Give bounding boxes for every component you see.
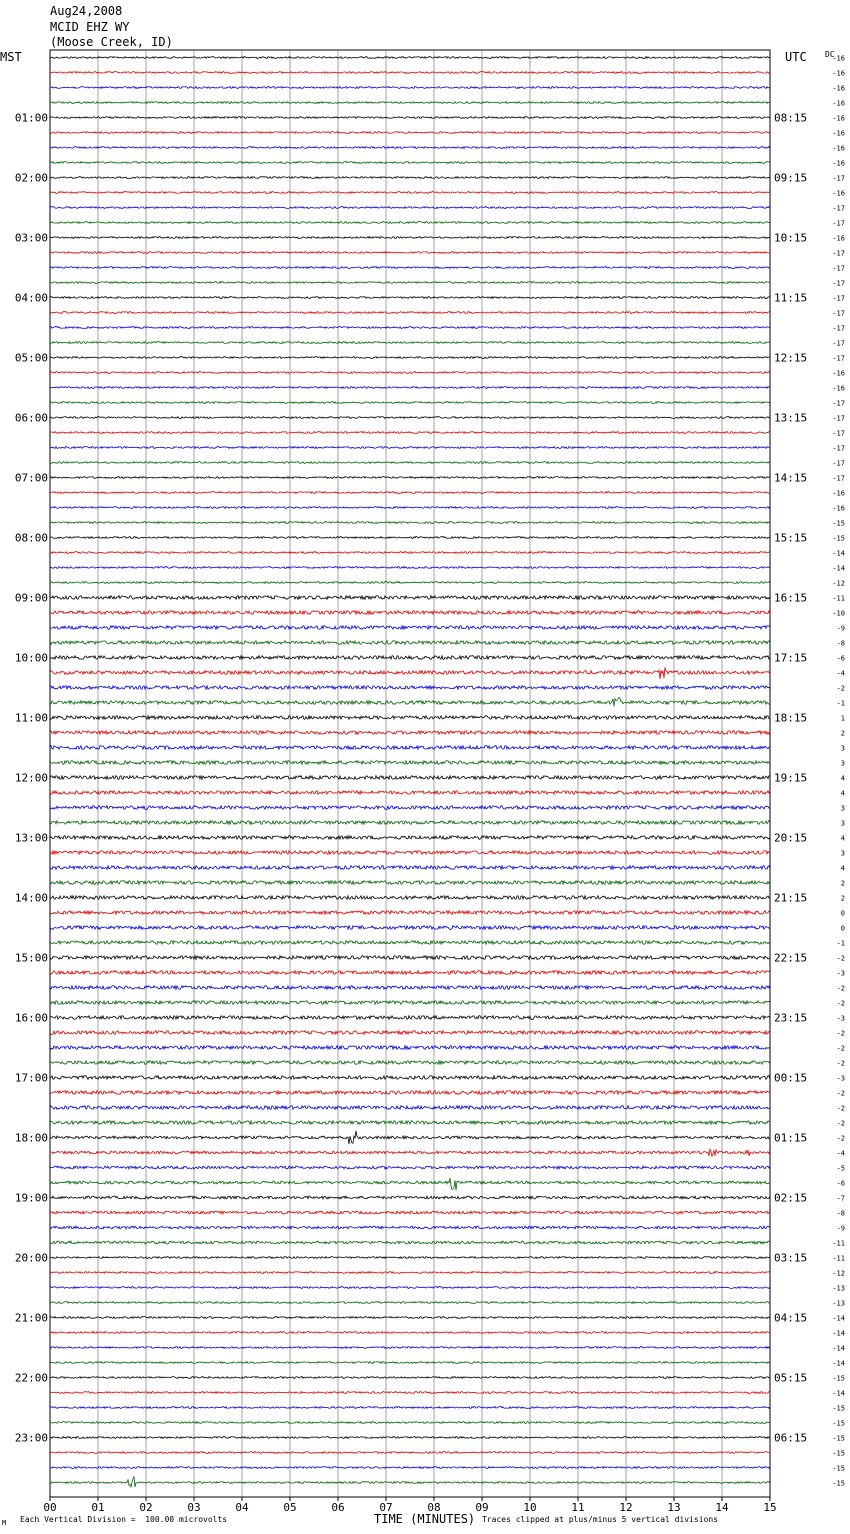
- trace-line: [50, 1061, 770, 1065]
- scale-note: Each Vertical Division = 100.00 microvolts: [20, 1515, 228, 1524]
- trace-line: [50, 866, 770, 870]
- dc-offset-label: -16: [832, 54, 845, 63]
- mst-hour-label: 16:00: [14, 1011, 48, 1025]
- dc-offset-label: 3: [840, 759, 845, 768]
- trace-line: [50, 342, 770, 344]
- trace-line: [50, 282, 770, 284]
- dc-offset-label: -15: [832, 1374, 845, 1383]
- trace-line: [50, 102, 770, 104]
- mst-hour-label: 10:00: [14, 651, 48, 665]
- trace-line: [50, 222, 770, 224]
- dc-offset-label: -17: [832, 309, 845, 318]
- trace-line: [50, 596, 770, 600]
- x-tick-label: 13: [667, 1501, 681, 1514]
- mst-hour-label: 13:00: [14, 831, 48, 845]
- dc-offset-label: -6: [836, 654, 845, 663]
- header-station: MCID EHZ WY: [50, 20, 130, 34]
- trace-line: [50, 1121, 770, 1125]
- utc-hour-label: 03:15: [774, 1251, 808, 1265]
- trace-line: [50, 1166, 770, 1169]
- dc-offset-label: 3: [840, 804, 845, 813]
- trace-line: [50, 492, 770, 494]
- x-tick-label: 00: [43, 1501, 57, 1514]
- trace-line: [50, 956, 770, 960]
- dc-offset-label: -13: [832, 1299, 845, 1308]
- dc-offset-label: 2: [840, 879, 845, 888]
- trace-line: [50, 641, 770, 645]
- dc-offset-label: 4: [840, 774, 845, 783]
- trace-line: [50, 1317, 770, 1319]
- trace-line: [50, 147, 770, 149]
- trace-line: [50, 207, 770, 209]
- dc-offset-label: -16: [832, 99, 845, 108]
- utc-hour-label: 16:15: [774, 591, 808, 605]
- x-tick-label: 06: [331, 1501, 345, 1514]
- mst-hour-label: 07:00: [14, 471, 48, 485]
- dc-offset-label: -10: [832, 609, 845, 618]
- x-tick-label: 02: [139, 1501, 153, 1514]
- dc-offset-label: -15: [832, 1449, 845, 1458]
- dc-offset-label: -2: [836, 1104, 845, 1113]
- mst-hour-label: 15:00: [14, 951, 48, 965]
- utc-hour-label: 17:15: [774, 651, 808, 665]
- trace-line: [50, 667, 770, 679]
- trace-line: [50, 731, 770, 735]
- trace-line: [50, 417, 770, 419]
- dc-offset-label: -15: [832, 534, 845, 543]
- dc-offset-label: -15: [832, 519, 845, 528]
- trace-line: [50, 237, 770, 239]
- dc-offset-label: 0: [840, 924, 845, 933]
- trace-line: [50, 1477, 770, 1487]
- trace-line: [50, 432, 770, 434]
- trace-line: [50, 836, 770, 840]
- dc-offset-label: -16: [832, 69, 845, 78]
- dc-offset-label: -17: [832, 249, 845, 258]
- x-tick-label: 04: [235, 1501, 249, 1514]
- dc-offset-label: -17: [832, 399, 845, 408]
- mst-hour-label: 22:00: [14, 1371, 48, 1385]
- dc-offset-label: 1: [840, 714, 845, 723]
- mst-hour-label: 18:00: [14, 1131, 48, 1145]
- trace-line: [50, 611, 770, 615]
- trace-line: [50, 1287, 770, 1289]
- dc-offset-label: -16: [832, 384, 845, 393]
- mst-hour-label: 14:00: [14, 891, 48, 905]
- utc-hour-label: 10:15: [774, 231, 808, 245]
- utc-hour-label: 01:15: [774, 1131, 808, 1145]
- trace-line: [50, 941, 770, 945]
- dc-offset-label: 4: [840, 834, 845, 843]
- trace-line: [50, 1149, 770, 1156]
- trace-line: [50, 462, 770, 464]
- mst-hour-label: 09:00: [14, 591, 48, 605]
- x-tick-label: 15: [763, 1501, 777, 1514]
- dc-offset-label: 3: [840, 849, 845, 858]
- utc-hour-label: 22:15: [774, 951, 808, 965]
- dc-offset-label: -17: [832, 459, 845, 468]
- trace-line: [50, 582, 770, 584]
- trace-line: [50, 791, 770, 795]
- dc-offset-label: -14: [832, 564, 845, 573]
- dc-offset-label: -14: [832, 1344, 845, 1353]
- trace-line: [50, 1016, 770, 1020]
- trace-line: [50, 552, 770, 554]
- utc-hour-label: 20:15: [774, 831, 808, 845]
- trace-line: [50, 522, 770, 524]
- clip-note: Traces clipped at plus/minus 5 vertical divisions: [482, 1515, 719, 1524]
- dc-offset-label: -16: [832, 114, 845, 123]
- trace-line: [50, 1106, 770, 1110]
- mst-hour-label: 23:00: [14, 1431, 48, 1445]
- dc-offset-label: -16: [832, 489, 845, 498]
- dc-offset-label: -4: [836, 669, 845, 678]
- dc-offset-label: 0: [840, 909, 845, 918]
- trace-line: [50, 567, 770, 569]
- trace-line: [50, 402, 770, 404]
- mst-hour-label: 11:00: [14, 711, 48, 725]
- dc-offset-label: -15: [832, 1479, 845, 1488]
- trace-line: [50, 1362, 770, 1364]
- dc-offset-label: -2: [836, 999, 845, 1008]
- trace-line: [50, 1422, 770, 1424]
- dc-offset-label: -1: [836, 939, 845, 948]
- utc-hour-label: 19:15: [774, 771, 808, 785]
- trace-line: [50, 387, 770, 389]
- trace-line: [50, 851, 770, 855]
- dc-offset-label: -2: [836, 1044, 845, 1053]
- dc-offset-label: -2: [836, 954, 845, 963]
- dc-offset-label: -15: [832, 1404, 845, 1413]
- utc-hour-label: 21:15: [774, 891, 808, 905]
- trace-line: [50, 1178, 770, 1190]
- dc-offset-label: 3: [840, 744, 845, 753]
- trace-line: [50, 267, 770, 269]
- x-tick-label: 11: [571, 1501, 585, 1514]
- mst-hour-label: 08:00: [14, 531, 48, 545]
- trace-line: [50, 297, 770, 299]
- dc-offset-label: -2: [836, 684, 845, 693]
- trace-line: [50, 72, 770, 74]
- dc-offset-label: 2: [840, 729, 845, 738]
- dc-offset-label: -16: [832, 84, 845, 93]
- dc-offset-label: -16: [832, 144, 845, 153]
- dc-offset-label: -2: [836, 1089, 845, 1098]
- trace-line: [50, 87, 770, 89]
- dc-offset-label: -13: [832, 1284, 845, 1293]
- trace-line: [50, 1302, 770, 1304]
- dc-offset-label: -11: [832, 594, 845, 603]
- trace-line: [50, 1001, 770, 1005]
- dc-offset-label: -17: [832, 414, 845, 423]
- dc-offset-label: -11: [832, 1239, 845, 1248]
- mst-hour-label: 04:00: [14, 291, 48, 305]
- dc-offset-label: -8: [836, 639, 845, 648]
- trace-line: [50, 1437, 770, 1439]
- dc-offset-label: -14: [832, 1359, 845, 1368]
- trace-line: [50, 1452, 770, 1454]
- utc-hour-label: 00:15: [774, 1071, 808, 1085]
- trace-line: [50, 971, 770, 975]
- x-tick-label: 12: [619, 1501, 633, 1514]
- mst-hour-label: 20:00: [14, 1251, 48, 1265]
- right-axis-title: UTC: [785, 50, 807, 64]
- dc-offset-label: -16: [832, 129, 845, 138]
- dc-offset-label: -3: [836, 1074, 845, 1083]
- trace-line: [50, 132, 770, 134]
- x-tick-label: 07: [379, 1501, 393, 1514]
- dc-offset-label: -3: [836, 969, 845, 978]
- trace-line: [50, 1272, 770, 1274]
- dc-offset-label: -2: [836, 1134, 845, 1143]
- trace-line: [50, 1467, 770, 1469]
- trace-line: [50, 477, 770, 479]
- trace-line: [50, 327, 770, 329]
- dc-offset-label: -2: [836, 1029, 845, 1038]
- dc-offset-label: -16: [832, 234, 845, 243]
- mst-hour-label: 12:00: [14, 771, 48, 785]
- dc-offset-label: -17: [832, 294, 845, 303]
- trace-line: [50, 896, 770, 900]
- trace-line: [50, 177, 770, 179]
- dc-offset-label: -9: [836, 1224, 845, 1233]
- utc-hour-label: 14:15: [774, 471, 808, 485]
- dc-offset-label: -17: [832, 474, 845, 483]
- trace-line: [50, 1131, 770, 1144]
- x-axis-title: TIME (MINUTES): [374, 1512, 476, 1526]
- utc-hour-label: 18:15: [774, 711, 808, 725]
- trace-line: [50, 821, 770, 825]
- trace-line: [50, 986, 770, 990]
- trace-line: [50, 656, 770, 660]
- utc-hour-label: 09:15: [774, 171, 808, 185]
- utc-hour-label: 11:15: [774, 291, 808, 305]
- trace-line: [50, 716, 770, 720]
- trace-line: [50, 911, 770, 915]
- dc-offset-label: 3: [840, 819, 845, 828]
- dc-offset-label: -15: [832, 1419, 845, 1428]
- x-tick-label: 10: [523, 1501, 537, 1514]
- trace-line: [50, 357, 770, 359]
- dc-offset-label: -2: [836, 1119, 845, 1128]
- trace-line: [50, 806, 770, 810]
- dc-offset-label: -17: [832, 174, 845, 183]
- dc-offset-label: -6: [836, 1179, 845, 1188]
- trace-line: [50, 1046, 770, 1050]
- dc-offset-label: -1: [836, 699, 845, 708]
- trace-line: [50, 252, 770, 254]
- trace-line: [50, 1347, 770, 1349]
- dc-offset-label: -16: [832, 189, 845, 198]
- dc-offset-label: -9: [836, 624, 845, 633]
- trace-line: [50, 192, 770, 194]
- mst-hour-label: 03:00: [14, 231, 48, 245]
- dc-offset-label: -17: [832, 444, 845, 453]
- dc-offset-label: -14: [832, 1389, 845, 1398]
- trace-line: [50, 1241, 770, 1244]
- trace-line: [50, 1196, 770, 1199]
- trace-line: [50, 117, 770, 119]
- trace-line: [50, 926, 770, 930]
- trace-line: [50, 1377, 770, 1379]
- trace-line: [50, 1257, 770, 1259]
- trace-line: [50, 162, 770, 164]
- dc-title: DC: [825, 50, 835, 59]
- utc-hour-label: 23:15: [774, 1011, 808, 1025]
- mst-hour-label: 17:00: [14, 1071, 48, 1085]
- trace-line: [50, 312, 770, 314]
- trace-line: [50, 447, 770, 449]
- dc-offset-label: -14: [832, 1329, 845, 1338]
- utc-hour-label: 13:15: [774, 411, 808, 425]
- dc-offset-label: -3: [836, 1014, 845, 1023]
- dc-offset-label: -11: [832, 1254, 845, 1263]
- trace-line: [50, 372, 770, 374]
- mst-hour-label: 01:00: [14, 111, 48, 125]
- trace-line: [50, 1031, 770, 1035]
- mst-hour-label: 21:00: [14, 1311, 48, 1325]
- trace-line: [50, 686, 770, 690]
- dc-offset-label: -15: [832, 1434, 845, 1443]
- utc-hour-label: 06:15: [774, 1431, 808, 1445]
- trace-line: [50, 697, 770, 706]
- dc-offset-label: -16: [832, 504, 845, 513]
- trace-line: [50, 761, 770, 765]
- mst-hour-label: 19:00: [14, 1191, 48, 1205]
- dc-offset-label: -16: [832, 369, 845, 378]
- dc-offset-label: -17: [832, 204, 845, 213]
- dc-offset-label: -14: [832, 549, 845, 558]
- utc-hour-label: 04:15: [774, 1311, 808, 1325]
- trace-line: [50, 881, 770, 885]
- x-tick-label: 05: [283, 1501, 297, 1514]
- trace-line: [50, 507, 770, 509]
- utc-hour-label: 02:15: [774, 1191, 808, 1205]
- trace-line: [50, 1332, 770, 1334]
- trace-line: [50, 537, 770, 539]
- dc-offset-label: -12: [832, 1269, 845, 1278]
- trace-line: [50, 1091, 770, 1095]
- utc-hour-label: 12:15: [774, 351, 808, 365]
- dc-offset-label: -17: [832, 219, 845, 228]
- dc-offset-label: -2: [836, 984, 845, 993]
- utc-hour-label: 05:15: [774, 1371, 808, 1385]
- mst-hour-label: 06:00: [14, 411, 48, 425]
- x-tick-label: 08: [427, 1501, 441, 1514]
- trace-line: [50, 626, 770, 630]
- dc-offset-label: 2: [840, 894, 845, 903]
- dc-offset-label: -5: [836, 1164, 845, 1173]
- utc-hour-label: 15:15: [774, 531, 808, 545]
- trace-line: [50, 1211, 770, 1214]
- dc-offset-label: -7: [836, 1194, 845, 1203]
- trace-line: [50, 1076, 770, 1080]
- dc-offset-label: -17: [832, 279, 845, 288]
- corner-mark: M: [2, 1519, 7, 1527]
- dc-offset-label: 4: [840, 789, 845, 798]
- dc-offset-label: -16: [832, 159, 845, 168]
- dc-offset-label: -4: [836, 1149, 845, 1158]
- dc-offset-label: -12: [832, 579, 845, 588]
- mst-hour-label: 05:00: [14, 351, 48, 365]
- trace-line: [50, 1392, 770, 1394]
- header-date: Aug24,2008: [50, 4, 123, 18]
- dc-offset-label: -8: [836, 1209, 845, 1218]
- dc-offset-label: -15: [832, 1464, 845, 1473]
- dc-offset-label: 4: [840, 864, 845, 873]
- dc-offset-label: -17: [832, 354, 845, 363]
- trace-line: [50, 1407, 770, 1409]
- trace-line: [50, 776, 770, 780]
- dc-offset-label: -17: [832, 429, 845, 438]
- utc-hour-label: 08:15: [774, 111, 808, 125]
- trace-line: [50, 746, 770, 750]
- dc-offset-label: -17: [832, 264, 845, 273]
- left-axis-title: MST: [0, 50, 22, 64]
- mst-hour-label: 02:00: [14, 171, 48, 185]
- dc-offset-label: -17: [832, 324, 845, 333]
- trace-line: [50, 57, 770, 59]
- x-tick-label: 14: [715, 1501, 729, 1514]
- dc-offset-label: -2: [836, 1059, 845, 1068]
- trace-line: [50, 1226, 770, 1229]
- x-tick-label: 03: [187, 1501, 201, 1514]
- x-tick-label: 09: [475, 1501, 489, 1514]
- header-location: (Moose Creek, ID): [50, 35, 173, 49]
- x-tick-label: 01: [91, 1501, 105, 1514]
- dc-offset-label: -14: [832, 1314, 845, 1323]
- dc-offset-label: -17: [832, 339, 845, 348]
